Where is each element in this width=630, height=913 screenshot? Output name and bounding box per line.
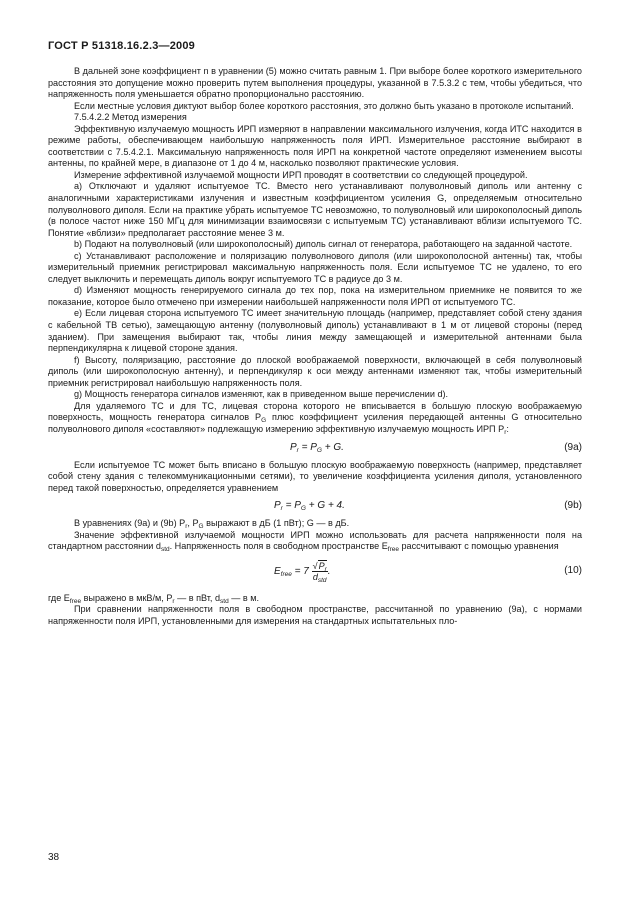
page <box>48 40 582 627</box>
equation-10 <box>48 555 582 591</box>
list-item-f: f) Высоту, поляризацию, расстояние до плоской воображаемой поверхности, включающей в себя полуволновый диполь (или широкополосную антенну), и перпендикуляр к оси между антеннами изменяют так, чтобы измерительный приемник регистрировал наибольшую напряженность поля. <box>48 354 582 388</box>
list-item-g: g) Мощность генератора сигналов изменяют, как в приведенном выше перечислении d). <box>74 389 449 400</box>
list-item-e: е) Если лицевая сторона испытуемого ТС имеет значительную площадь (например, представляет собой стену здания с кабельной ТВ сетью), замещающую антенну (полуволновый диполь) устанавливают в 1 м от лицевой стороны (перед зданием). При замещения выбирают так, чтобы линия между замещающей и измерительной антеннами была перпендикулярна к лицевой стороне здания. <box>48 308 582 354</box>
paragraph: В дальней зоне коэффициент n в уравнении (5) можно считать равным 1. При выборе более короткого измерительного расстояния это допущение можно проверить путем выполнения процедуры, указанной в 7.5.3.2 с тем, чтобы убедиться, что напряженность поля уменьшается обратно пропорционально расстоянию. <box>48 66 582 100</box>
list-item-b: b) Подают на полуволновый (или широкополосный) диполь сигнал от генератора, работающего на заданной частоте. <box>74 239 573 250</box>
paragraph: где $E_{free}$ выражено в мкВ/м, $P_r$ — в пВт, $d_{std}$ — в м. <box>48 592 259 605</box>
list-item-c: с) Устанавливают расположение и поляризацию полуволнового диполя (или широкополосной антенны) так, чтобы измерительный приемник регистрировал максимальную напряженность поля. Если испытуемое ТС не удалено, то его следует выключить и перемещать диполь вокруг испытуемого ТС в радиусе до 3 м. <box>48 250 582 284</box>
paragraph: Если испытуемое ТС может быть вписано в большую плоскую воображаемую поверхность (например, представляет собой стену здания с телекоммуникационными сетями), то увеличение коэффициента усиления диполя, установленного перед такой поверхностью, определяется уравнением <box>48 459 582 493</box>
document-header: ГОСТ Р 51318.16.2.3—2009 <box>48 40 195 52</box>
equation-9b-formula: $P_r = P_G + G + 4$. <box>274 500 345 513</box>
equation-10-number: (10) <box>564 564 582 576</box>
equation-10-fraction: $\frac{√P_r}{d_{std}}$ <box>312 560 327 584</box>
paragraph: В уравнениях (9a) и (9b) $P_r$, $P_G$ выражают в дБ (1 пВт); G — в дБ. <box>74 518 350 531</box>
paragraph: Значение эффективной излучаемой мощности ИРП можно использовать для расчета напряженности поля на стандартном расстоянии $d_{std}$. Напряженность поля в свободном пространстве $E_{free}$ рассчитывают с помощью уравнения <box>48 529 582 554</box>
equation-10-formula: $E_{free} = 7$ $\frac{√P_r}{d_{std}}$ . <box>274 560 331 584</box>
paragraph: Измерение эффективной излучаемой мощности ИРП проводят в соответствии со следующей процедурой. <box>74 169 528 180</box>
section-heading: 7.5.4.2.2 Метод измерения <box>74 112 187 123</box>
document-body <box>48 66 582 627</box>
list-item-a: а) Отключают и удаляют испытуемое ТС. Вместо него устанавливают полуволновый диполь или антенну с аналогичными характеристиками излучения и известным коэффициентом усиления G, определяемым относительно полуволнового диполя. Если на практике убрать испытуемое ТС невозможно, то полуволновый или широкополосный диполь (в полосе частот ниже 150 МГц для минимизации взаимосвязи с испытуемым ТС) устанавливают вблизи испытуемого ТС. Понятие «вблизи» предполагает расстояние менее 3 м. <box>48 181 582 238</box>
equation-9b-number: (9b) <box>564 500 582 512</box>
paragraph: Эффективную излучаемую мощность ИРП измеряют в направлении максимального излучения, когда ИТС находится в режиме работы, обеспечивающем наибольшую напряженность поля ИРП. Измерительное расстояние выбирают в соответствии с 7.5.4.2.1. Максимальную напряженность поля ИРП на конкретной частоте определяют изменением высоты антенны, по крайней мере, в диапазоне от 1 до 4 м, насколько позволяют практические условия. <box>48 123 582 169</box>
equation-9a-formula: $P_r = P_G + G$. <box>290 441 344 454</box>
page-number: 38 <box>48 852 60 863</box>
list-item-d: d) Изменяют мощность генерируемого сигнала до тех пор, пока на измерительном приемнике не появится то же показание, которое было отмечено при измерении наибольшей напряженности поля ИРП от испытуемого ТС. <box>48 285 582 307</box>
paragraph: Если местные условия диктуют выбор более короткого расстояния, это должно быть указано в протоколе испытаний. <box>74 100 574 111</box>
paragraph: Для удаляемого ТС и для ТС, лицевая сторона которого не вписывается в большую плоскую воображаемую поверхность, мощность генератора сигналов $P_G$ плюс коэффициент усиления передающей антенны G относительно полуволнового диполя «составляют» подлежащую измерению эффективную излучаемую мощность ИРП $P_r$: <box>48 400 582 436</box>
equation-9b <box>48 496 582 516</box>
equation-9a <box>48 438 582 458</box>
paragraph: При сравнении напряженности поля в свободном пространстве, рассчитанной по уравнению (9a), с нормами напряженности поля ИРП, установленными для измерения на стандартных испытательных пло- <box>48 604 582 626</box>
equation-9a-number: (9a) <box>564 441 582 453</box>
